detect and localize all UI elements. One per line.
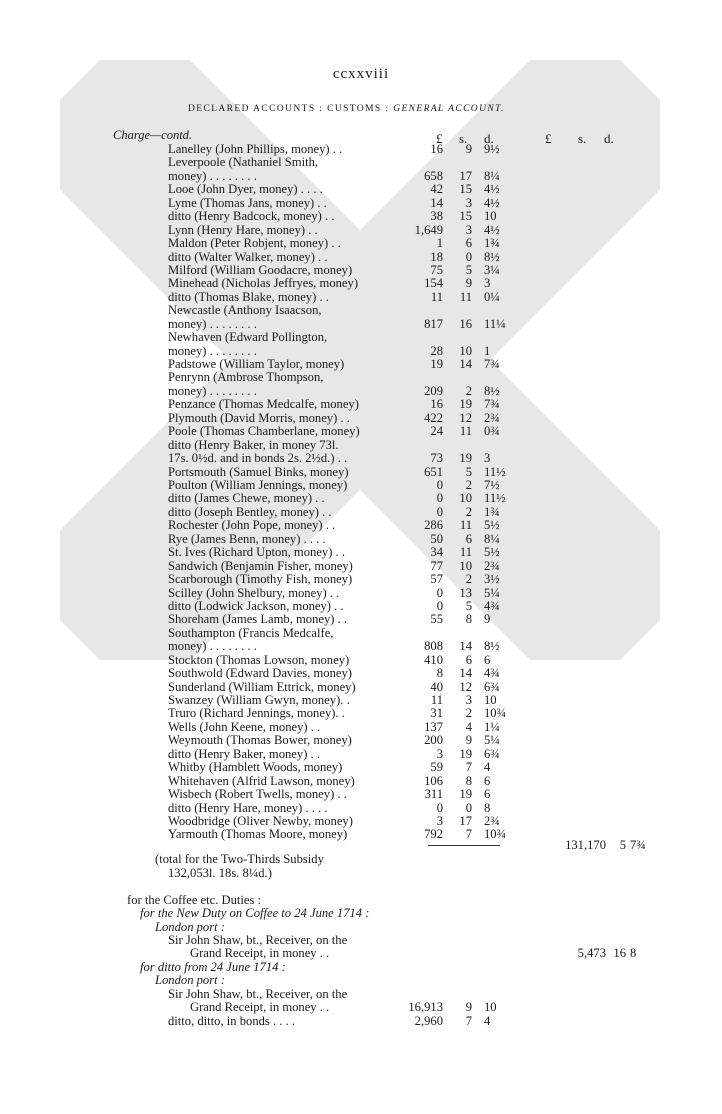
entry-pounds: 14	[430, 195, 443, 210]
london-port-label: London port :	[155, 920, 225, 934]
entry-shillings: 19	[459, 787, 472, 802]
entry-description: ditto (Joseph Bentley, money) . .	[168, 504, 332, 519]
entry-shillings: 9	[465, 276, 472, 291]
entry-description: Weymouth (Thomas Bower, money)	[168, 733, 352, 748]
entry-row	[0, 196, 722, 210]
coffee-heading: for the Coffee etc. Duties :	[127, 893, 262, 907]
entry-pounds: 808	[424, 639, 443, 654]
entry-description: Minehead (Nicholas Jeffryes, money)	[168, 276, 359, 291]
london-port-line	[0, 973, 722, 987]
entry-shillings: 10	[459, 491, 472, 506]
entry-row	[0, 276, 722, 290]
entry-shillings: 2	[465, 706, 472, 721]
entry-row	[0, 236, 722, 250]
entry-shillings: 5	[465, 464, 472, 479]
entry-pence: 8¼	[484, 531, 500, 546]
entry-row	[0, 706, 722, 720]
entry-shillings: 14	[459, 639, 472, 654]
entry-description: Swanzey (William Gwyn, money). .	[168, 693, 350, 708]
receiver-text: Grand Receipt, in money . .	[190, 946, 330, 960]
entry-pounds: 18	[430, 249, 443, 264]
entry-row	[0, 572, 722, 586]
entry-row	[0, 653, 722, 667]
receiver-line	[0, 1000, 722, 1014]
entry-shillings: 0	[465, 249, 472, 264]
entry-row	[0, 626, 722, 640]
column-shillings: s.	[459, 131, 468, 146]
entry-row	[0, 424, 722, 438]
entry-description: Lyme (Thomas Jans, money) . .	[168, 195, 327, 210]
entry-row	[0, 720, 722, 734]
entry-pounds: 34	[430, 545, 443, 560]
amount-shillings: 9	[465, 1000, 472, 1014]
entry-row	[0, 169, 722, 183]
bonds-line	[0, 1014, 722, 1028]
entry-description: ditto (James Chewe, money) . .	[168, 491, 325, 506]
entry-pence: 4¾	[484, 666, 500, 681]
entry-pounds: 16	[430, 142, 443, 156]
entry-pounds: 38	[430, 209, 443, 224]
amount-shillings: 7	[465, 1014, 472, 1028]
entry-pence: 0¼	[484, 289, 500, 304]
entry-pounds: 0	[436, 478, 443, 492]
entry-row	[0, 250, 722, 264]
entry-row	[0, 559, 722, 573]
receiver-text: Sir John Shaw, bt., Receiver, on the	[168, 987, 348, 1001]
entry-pounds: 55	[430, 612, 443, 627]
coffee-heading-line	[0, 893, 722, 907]
entry-pounds: 422	[424, 410, 443, 425]
entry-shillings: 14	[459, 666, 472, 681]
entry-description: money) . . . . . . . .	[168, 639, 257, 654]
entry-row	[0, 532, 722, 546]
entry-shillings: 17	[459, 168, 472, 183]
entry-pounds: 792	[424, 827, 443, 842]
entry-description: Wells (John Keene, money) . .	[168, 719, 321, 734]
entry-pence: 11¼	[484, 316, 506, 331]
entry-description: 17s. 0½d. and in bonds 2s. 2½d.) . .	[168, 451, 348, 466]
entry-description: Newhaven (Edward Pollington,	[168, 330, 328, 345]
entry-shillings: 11	[459, 424, 472, 439]
entry-shillings: 11	[459, 518, 472, 533]
entry-row	[0, 586, 722, 600]
entry-pounds: 50	[430, 531, 443, 546]
entry-row	[0, 639, 722, 653]
entry-pence: 9½	[484, 142, 500, 156]
entry-shillings: 4	[465, 719, 472, 734]
new-duty-heading: for the New Duty on Coffee to 24 June 1714 :	[140, 906, 370, 920]
entry-description: Poole (Thomas Chamberlane, money)	[168, 424, 360, 439]
entry-pounds: 11	[430, 693, 443, 708]
entry-pence: 2¾	[484, 410, 500, 425]
entry-pounds: 0	[436, 491, 443, 506]
subsidy-note: (total for the Two-Thirds Subsidy	[155, 852, 324, 866]
entry-shillings: 5	[465, 262, 472, 277]
entry-description: Lynn (Henry Hare, money) . .	[168, 222, 318, 237]
entry-shillings: 9	[465, 733, 472, 748]
from-date-heading: for ditto from 24 June 1714 :	[140, 960, 286, 974]
amount-pence: 4	[484, 1014, 491, 1028]
entry-row	[0, 303, 722, 317]
entry-pence: 10	[484, 209, 497, 224]
entry-shillings: 5	[465, 598, 472, 613]
column-pounds: £	[436, 131, 443, 146]
entry-pounds: 137	[424, 719, 443, 734]
entry-shillings: 12	[459, 410, 472, 425]
entry-pence: 7¾	[484, 357, 500, 372]
entry-description: Newcastle (Anthony Isaacson,	[168, 303, 322, 318]
entry-row	[0, 465, 722, 479]
running-head-italic: GENERAL ACCOUNT.	[389, 104, 505, 114]
entry-description: Looe (John Dyer, money) . . . .	[168, 182, 323, 197]
entry-pounds: 40	[430, 679, 443, 694]
entry-row	[0, 317, 722, 331]
london-port-line	[0, 920, 722, 934]
entry-pence: 1¼	[484, 719, 500, 734]
entry-pence: 2¾	[484, 558, 500, 573]
receiver-total-pence: 8	[630, 946, 637, 960]
receiver-text: Sir John Shaw, bt., Receiver, on the	[168, 933, 348, 947]
entry-pence: 1	[484, 343, 491, 358]
entry-description: Portsmouth (Samuel Binks, money)	[168, 464, 349, 479]
entry-row	[0, 518, 722, 532]
entry-shillings: 19	[459, 451, 472, 466]
entry-pence: 1¾	[484, 236, 500, 251]
entry-description: ditto (Walter Walker, money) . .	[168, 249, 328, 264]
london-port-label: London port :	[155, 973, 225, 987]
entry-shillings: 13	[459, 585, 472, 600]
entry-description: Stockton (Thomas Lowson, money)	[168, 652, 350, 667]
entry-pence: 5½	[484, 518, 500, 533]
entry-pence: 3¼	[484, 262, 500, 277]
subsidy-note: 132,053l. 18s. 8¼d.)	[168, 866, 272, 880]
entry-row	[0, 787, 722, 801]
entry-description: Southwold (Edward Davies, money)	[168, 666, 352, 681]
entry-description: Poulton (William Jennings, money)	[168, 478, 348, 492]
entry-row	[0, 182, 722, 196]
entry-pounds: 651	[424, 464, 443, 479]
entry-pounds: 59	[430, 760, 443, 775]
amount-pounds: 2,960	[414, 1014, 443, 1028]
entry-row	[0, 330, 722, 344]
entry-pence: 11½	[484, 491, 506, 506]
entry-shillings: 6	[465, 531, 472, 546]
entry-shillings: 6	[465, 652, 472, 667]
entry-pounds: 3	[436, 814, 443, 828]
entry-pence: 4¾	[484, 598, 500, 613]
entry-pence: 3	[484, 276, 491, 291]
entry-row	[0, 451, 722, 465]
entry-description: ditto (Henry Badcock, money) . .	[168, 209, 335, 224]
running-head	[188, 104, 548, 114]
entry-description: money) . . . . . . . .	[168, 343, 257, 358]
entry-row	[0, 209, 722, 223]
entry-pence: 10¾	[484, 827, 507, 842]
entry-description: Scilley (John Shelbury, money) . .	[168, 585, 340, 600]
entry-pounds: 77	[430, 558, 443, 573]
entry-pence: 7¾	[484, 397, 500, 412]
entry-shillings: 10	[459, 558, 472, 573]
entry-pence: 2¾	[484, 814, 500, 828]
total-pence: 7¾	[630, 838, 646, 852]
entry-shillings: 19	[459, 397, 472, 412]
entry-row	[0, 438, 722, 452]
entry-pence: 8½	[484, 249, 500, 264]
entry-pence: 1¾	[484, 504, 500, 519]
entry-shillings: 2	[465, 572, 472, 587]
entry-pence: 3	[484, 451, 491, 466]
entry-row	[0, 223, 722, 237]
entry-row	[0, 733, 722, 747]
subsidy-note-line	[0, 852, 722, 866]
receiver-line	[0, 933, 722, 947]
entry-pounds: 28	[430, 343, 443, 358]
entry-row	[0, 760, 722, 774]
entry-shillings: 9	[465, 142, 472, 156]
entry-pence: 10¾	[484, 706, 507, 721]
entry-pence: 7½	[484, 478, 500, 492]
entry-description: money) . . . . . . . .	[168, 383, 257, 398]
entry-description: Southampton (Francis Medcalfe,	[168, 625, 334, 640]
entry-pounds: 75	[430, 262, 443, 277]
entry-pence: 5¼	[484, 733, 500, 748]
receiver-text: Grand Receipt, in money . .	[190, 1000, 330, 1014]
entry-pounds: 1,649	[414, 222, 443, 237]
entry-description: Scarborough (Timothy Fish, money)	[168, 572, 353, 587]
entry-pounds: 209	[424, 383, 443, 398]
column-pence: d.	[484, 131, 494, 146]
entry-shillings: 2	[465, 383, 472, 398]
receiver-total-pounds: 5,473	[577, 946, 606, 960]
entry-shillings: 10	[459, 343, 472, 358]
entry-shillings: 16	[459, 316, 472, 331]
entry-description: Truro (Richard Jennings, money). .	[168, 706, 345, 721]
entry-pounds: 0	[436, 598, 443, 613]
entry-description: ditto (Henry Hare, money) . . . .	[168, 800, 328, 815]
entry-row	[0, 397, 722, 411]
entry-description: Rye (James Benn, money) . . . .	[168, 531, 326, 546]
entry-description: Padstowe (William Taylor, money)	[168, 357, 345, 372]
entry-shillings: 15	[459, 182, 472, 197]
entry-description: Wisbech (Robert Twells, money) . .	[168, 787, 347, 802]
entry-shillings: 6	[465, 236, 472, 251]
entry-row	[0, 142, 722, 156]
entry-pounds: 0	[436, 504, 443, 519]
entry-row	[0, 344, 722, 358]
entry-description: Penrynn (Ambrose Thompson,	[168, 370, 324, 385]
entry-description: Sandwich (Benjamin Fisher, money)	[168, 558, 353, 573]
entry-shillings: 3	[465, 693, 472, 708]
entry-row	[0, 155, 722, 169]
entry-pounds: 200	[424, 733, 443, 748]
entry-pence: 0¾	[484, 424, 500, 439]
entry-description: Milford (William Goodacre, money)	[168, 262, 353, 277]
entry-description: St. Ives (Richard Upton, money) . .	[168, 545, 345, 560]
entry-shillings: 3	[465, 222, 472, 237]
column-total-pounds: £	[545, 131, 552, 146]
entry-pence: 8¼	[484, 168, 500, 183]
running-head-plain: DECLARED ACCOUNTS : CUSTOMS :	[188, 104, 390, 114]
entry-pence: 6¾	[484, 746, 500, 761]
entry-row	[0, 545, 722, 559]
entry-row	[0, 491, 722, 505]
entry-pounds: 73	[430, 451, 443, 466]
entry-pounds: 1	[436, 236, 443, 251]
entry-row	[0, 747, 722, 761]
entry-pence: 3½	[484, 572, 500, 587]
entry-shillings: 2	[465, 504, 472, 519]
entry-pence: 4½	[484, 195, 500, 210]
entry-description: ditto (Henry Baker, in money 73l.	[168, 437, 339, 452]
entry-pence: 4½	[484, 182, 500, 197]
entry-row	[0, 801, 722, 815]
page-number: ccxxviii	[332, 66, 390, 82]
entry-description: ditto (Henry Baker, money) . .	[168, 746, 320, 761]
entry-description: Lanelley (John Phillips, money) . .	[168, 142, 343, 156]
entry-description: Whitehaven (Alfrid Lawson, money)	[168, 773, 355, 788]
entry-shillings: 8	[465, 773, 472, 788]
entry-shillings: 2	[465, 478, 472, 492]
entry-row	[0, 384, 722, 398]
entry-row	[0, 505, 722, 519]
column-total-shillings: s.	[578, 131, 587, 146]
entry-pounds: 57	[430, 572, 443, 587]
entry-pence: 5¼	[484, 585, 500, 600]
entry-row	[0, 290, 722, 304]
entry-description: money) . . . . . . . .	[168, 316, 257, 331]
entry-shillings: 14	[459, 357, 472, 372]
entry-row	[0, 357, 722, 371]
entry-row	[0, 666, 722, 680]
amount-pence: 10	[484, 1000, 497, 1014]
entry-pence: 4½	[484, 222, 500, 237]
new-duty-line	[0, 906, 722, 920]
entry-shillings: 11	[459, 545, 472, 560]
entry-pence: 9	[484, 612, 491, 627]
column-total-pence: d.	[604, 131, 614, 146]
subsidy-note-line	[0, 866, 722, 880]
amount-pounds: 16,913	[408, 1000, 443, 1014]
entry-description: money) . . . . . . . .	[168, 168, 257, 183]
entry-pounds: 8	[436, 666, 443, 681]
entry-row	[0, 814, 722, 828]
entry-shillings: 7	[465, 760, 472, 775]
entry-pounds: 154	[424, 276, 443, 291]
entry-description: Rochester (John Pope, money) . .	[168, 518, 336, 533]
entry-pounds: 0	[436, 800, 443, 815]
entry-description: Plymouth (David Morris, money) . .	[168, 410, 350, 425]
entry-shillings: 11	[459, 289, 472, 304]
entry-description: Shoreham (James Lamb, money) . .	[168, 612, 348, 627]
entry-pounds: 11	[430, 289, 443, 304]
charge-heading: Charge—contd.	[113, 128, 193, 142]
entry-shillings: 19	[459, 746, 472, 761]
total-pounds: 131,170	[565, 838, 606, 852]
entry-row	[0, 263, 722, 277]
entry-pounds: 658	[424, 168, 443, 183]
entry-pence: 4	[484, 760, 491, 775]
entry-description: Whitby (Hamblett Woods, money)	[168, 760, 343, 775]
entry-row	[0, 370, 722, 384]
entry-row	[0, 411, 722, 425]
entry-pence: 6	[484, 773, 491, 788]
entry-pounds: 42	[430, 182, 443, 197]
entry-description: Sunderland (William Ettrick, money)	[168, 679, 356, 694]
entry-pence: 6¾	[484, 679, 500, 694]
receiver-line	[0, 987, 722, 1001]
entry-row	[0, 612, 722, 626]
receiver-total-shillings: 16	[613, 946, 626, 960]
entry-pounds: 3	[436, 746, 443, 761]
entry-description: Woodbridge (Oliver Newby, money)	[168, 814, 353, 828]
entry-pounds: 0	[436, 585, 443, 600]
entry-row	[0, 774, 722, 788]
entry-shillings: 0	[465, 800, 472, 815]
entry-pounds: 16	[430, 397, 443, 412]
entry-pence: 10	[484, 693, 497, 708]
entry-shillings: 8	[465, 612, 472, 627]
entry-pence: 5½	[484, 545, 500, 560]
entry-pence: 6	[484, 652, 491, 667]
from-date-line	[0, 960, 722, 974]
entry-description: ditto (Thomas Blake, money) . .	[168, 289, 329, 304]
entry-pounds: 106	[424, 773, 443, 788]
entry-shillings: 17	[459, 814, 472, 828]
entry-shillings: 15	[459, 209, 472, 224]
total-line	[0, 838, 722, 852]
entry-pounds: 19	[430, 357, 443, 372]
entry-pounds: 817	[424, 316, 443, 331]
entry-shillings: 7	[465, 827, 472, 842]
entry-row	[0, 693, 722, 707]
entry-pence: 8½	[484, 383, 500, 398]
bonds-text: ditto, ditto, in bonds . . . .	[168, 1014, 295, 1028]
entry-pence: 6	[484, 787, 491, 802]
entry-description: Penzance (Thomas Medcalfe, money)	[168, 397, 359, 412]
receiver-line	[0, 946, 722, 960]
entry-row	[0, 680, 722, 694]
entry-row	[0, 599, 722, 613]
entry-pounds: 24	[430, 424, 443, 439]
entry-description: Leverpoole (Nathaniel Smith,	[168, 155, 319, 170]
entry-pounds: 311	[424, 787, 443, 802]
entry-pounds: 31	[430, 706, 443, 721]
entry-pence: 11½	[484, 464, 506, 479]
entry-pounds: 286	[424, 518, 443, 533]
entry-description: Yarmouth (Thomas Moore, money)	[168, 827, 348, 842]
entry-description: Maldon (Peter Robjent, money) . .	[168, 236, 341, 251]
entry-pence: 8	[484, 800, 491, 815]
entry-shillings: 3	[465, 195, 472, 210]
entry-pence: 8½	[484, 639, 500, 654]
total-shillings: 5	[619, 838, 626, 852]
entry-pounds: 410	[424, 652, 443, 667]
entry-shillings: 12	[459, 679, 472, 694]
entry-description: ditto (Lodwick Jackson, money) . .	[168, 598, 344, 613]
entry-row	[0, 478, 722, 492]
